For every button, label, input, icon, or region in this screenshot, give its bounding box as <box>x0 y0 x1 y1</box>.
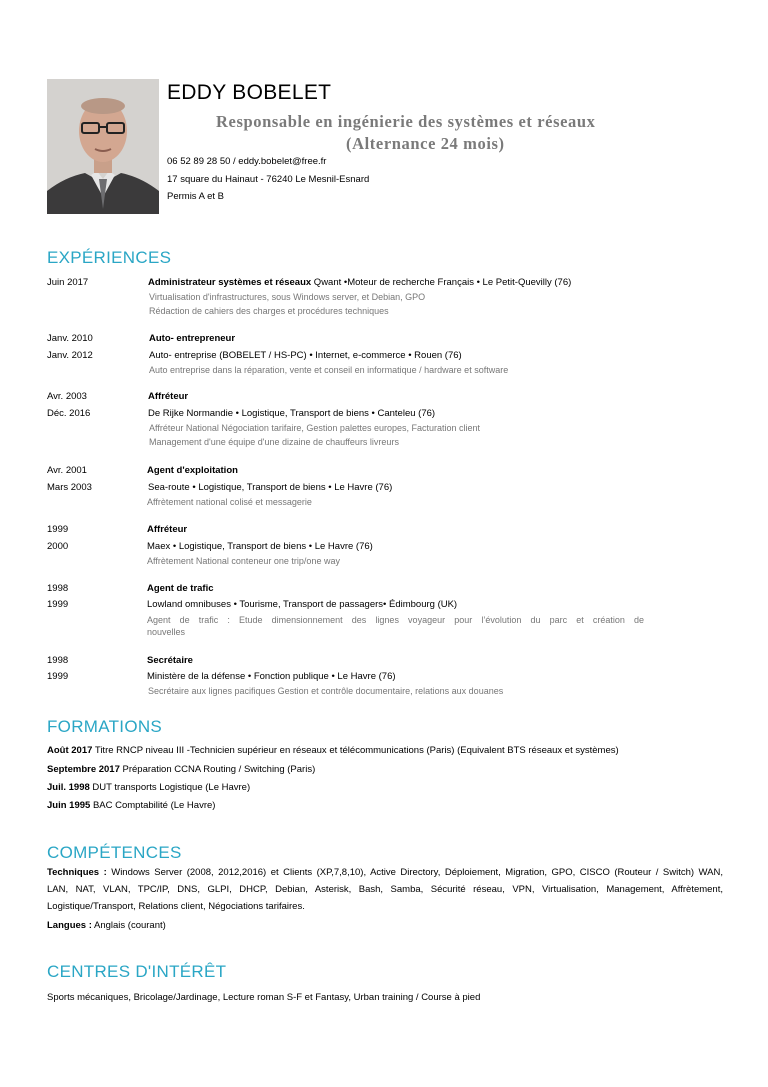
exp-role-line <box>148 277 571 288</box>
exp-role: Agent de trafic <box>147 583 214 594</box>
contact-phone-email: 06 52 89 28 50 / eddy.bobelet@free.fr <box>167 156 327 167</box>
profile-photo <box>47 79 159 214</box>
exp-description: Affréteur National Négociation tarifaire, Gestion palettes europes, Facturation client <box>149 423 481 433</box>
exp-description: Auto entreprise dans la réparation, vente et conseil en informatique / hardware et software <box>149 365 509 375</box>
formation-item: Juin 1995 BAC Comptabilité (Le Havre) <box>47 800 216 811</box>
exp-role: Affréteur <box>148 391 189 402</box>
skills-technical: Techniques : Windows Server (2008, 2012,2016) et Clients (XP,7,8,10), Active Directory, Déploiement, Migration, GPO, CISCO (Routeur / Switch) WAN, LAN, NAT, VLAN, TPC/IP, DNS, GLPI, DHCP, Debian, Asterisk, Bash, Samba, Sécurité réseau, VPN, Virtualisation, Management, Affrètement, Logistique/Transport, Relations client, Négociations tarifaires. <box>47 867 723 912</box>
exp-date-end: Janv. 2012 <box>47 350 93 361</box>
exp-date-start: Avr. 2001 <box>47 465 87 476</box>
skills-languages: Langues : Anglais (courant) <box>47 920 166 931</box>
section-title-competences: COMPÉTENCES <box>47 843 182 862</box>
exp-description: Agent de trafic : Etude dimensionnement des lignes voyageur pour l’évolution du parc et création de nouvelles <box>147 615 644 637</box>
formation-item: Juil. 1998 DUT transports Logistique (Le Havre) <box>47 782 251 793</box>
exp-description: Management d'une équipe d'une dizaine de chauffeurs livreurs <box>149 437 399 447</box>
contact-address: 17 square du Hainaut - 76240 Le Mesnil-Esnard <box>167 174 370 185</box>
exp-company: Sea-route • Logistique, Transport de biens • Le Havre (76) <box>148 482 393 493</box>
exp-company: Ministère de la défense • Fonction publique • Le Havre (76) <box>147 671 396 682</box>
exp-date-start: Avr. 2003 <box>47 391 87 402</box>
job-title: Responsable en ingénierie des systèmes et réseaux <box>216 112 596 131</box>
exp-description: Rédaction de cahiers des charges et procédures techniques <box>149 306 389 316</box>
section-title-experiences: EXPÉRIENCES <box>47 248 172 267</box>
exp-date-end: Mars 2003 <box>47 482 92 493</box>
formation-item: Septembre 2017 Préparation CCNA Routing / Switching (Paris) <box>47 764 316 775</box>
exp-description: Affrètement national colisé et messagerie <box>147 497 312 507</box>
exp-date-end: 2000 <box>47 541 69 552</box>
section-title-formations: FORMATIONS <box>47 717 163 736</box>
formation-item: Août 2017 Titre RNCP niveau III -Technicien supérieur en réseaux et télécommunications (Paris) (Equivalent BTS réseaux et systèmes) <box>47 745 619 756</box>
exp-role: Affréteur <box>147 524 188 535</box>
exp-company: De Rijke Normandie • Logistique, Transport de biens • Canteleu (76) <box>148 408 436 419</box>
candidate-name: EDDY BOBELET <box>167 81 332 104</box>
exp-role: Agent d'exploitation <box>147 465 238 476</box>
exp-company: Lowland omnibuses • Tourisme, Transport de passagers• Édimbourg (UK) <box>147 599 458 610</box>
exp-date-start: Janv. 2010 <box>47 333 93 344</box>
exp-role: Administrateur systèmes et réseaux <box>148 277 312 288</box>
exp-date-start: 1999 <box>47 524 69 535</box>
exp-company: Auto- entreprise (BOBELET / HS-PC) • Internet, e-commerce • Rouen (76) <box>149 350 462 361</box>
interests-text: Sports mécaniques, Bricolage/Jardinage, Lecture roman S-F et Fantasy, Urban training / Course à pied <box>47 992 481 1003</box>
exp-company: Qwant •Moteur de recherche Français • Le Petit-Quevilly (76) <box>311 277 572 288</box>
section-title-interests: CENTRES D'INTÉRÊT <box>47 962 227 981</box>
contact-license: Permis A et B <box>167 191 225 202</box>
exp-date-end: Déc. 2016 <box>47 408 91 419</box>
exp-date-end: 1999 <box>47 671 69 682</box>
exp-role: Secrétaire <box>147 655 193 666</box>
exp-date-start: 1998 <box>47 655 69 666</box>
exp-description: Affrètement National conteneur one trip/one way <box>147 556 340 566</box>
exp-date-end: 1999 <box>47 599 69 610</box>
exp-description: Virtualisation d'infrastructures, sous Windows server, et Debian, GPO <box>149 292 426 302</box>
exp-date-start: Juin 2017 <box>47 277 89 288</box>
exp-description: Secrétaire aux lignes pacifiques Gestion et contrôle documentaire, relations aux douanes <box>148 686 504 696</box>
exp-date-start: 1998 <box>47 583 69 594</box>
job-title-subtitle: (Alternance 24 mois) <box>346 134 505 153</box>
exp-role: Auto- entrepreneur <box>149 333 236 344</box>
exp-company: Maex • Logistique, Transport de biens • Le Havre (76) <box>147 541 373 552</box>
